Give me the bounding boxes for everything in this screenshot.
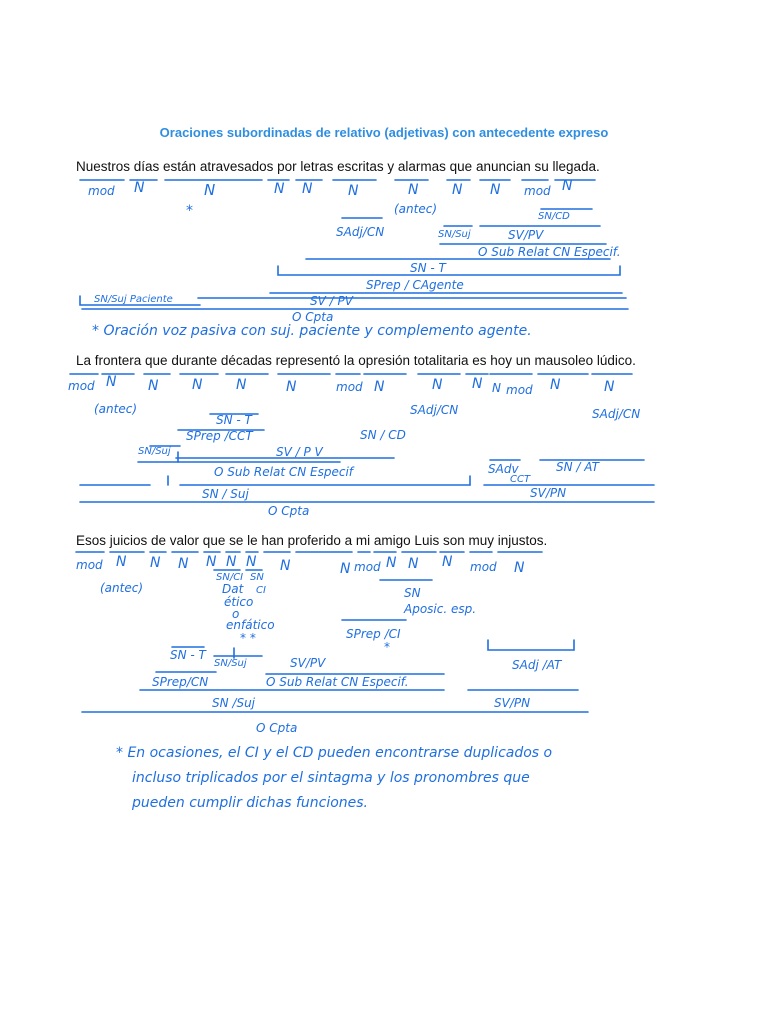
label-n: N (148, 378, 159, 394)
label-sn-suj: SN/Suj (214, 658, 247, 669)
label-n: N (134, 180, 145, 196)
label-mod: mod (88, 184, 115, 198)
note-line-3: pueden cumplir dichas funciones. (132, 795, 369, 811)
label-n: N (178, 556, 189, 572)
label-n: N (408, 182, 419, 198)
label-sn-t: SN - T (170, 648, 206, 662)
label-n: N (348, 183, 359, 199)
label-osub: O Sub Relat CN Especif (214, 465, 354, 479)
label-aposic-esp: Aposic. esp. (404, 602, 477, 616)
label-n: N (236, 377, 247, 393)
label-cct: CCT (510, 474, 531, 485)
label-sprep-cagente: SPrep / CAgente (366, 278, 464, 292)
label-n: N (442, 554, 453, 570)
label-n: N (340, 561, 351, 577)
label-sn: SN (404, 586, 421, 600)
label-antec: (antec) (394, 202, 438, 216)
label-n: N (280, 558, 291, 574)
label-n: N (472, 376, 483, 392)
label-ocpta: O Cpta (268, 504, 310, 518)
label-osub: O Sub Relat CN Especif. (266, 675, 409, 689)
label-n: N (452, 182, 463, 198)
label-n: N (106, 374, 117, 390)
note-line-2: incluso triplicados por el sintagma y los pronombres que (132, 770, 530, 786)
label-n: N (432, 377, 443, 393)
label-sadj-at: SAdj /AT (512, 658, 562, 672)
label-sn-cd: SN / CD (360, 428, 406, 442)
label-n: N (286, 379, 297, 395)
label-n: N (604, 379, 615, 395)
label-n: N (150, 555, 161, 571)
asterisk-mark: * (384, 640, 390, 654)
page-title: Oraciones subordinadas de relativo (adjetivas) con antecedente expreso (159, 125, 609, 140)
label-sadj-cn: SAdj/CN (336, 225, 385, 239)
label-mod: mod (68, 379, 95, 393)
asterisk-marks: * * (240, 631, 256, 645)
label-o: o (232, 607, 240, 621)
label-antec: (antec) (100, 581, 144, 595)
label-n: N (562, 178, 573, 194)
label-etico: ético (224, 595, 254, 609)
sentence-3: Esos juicios de valor que se le han proferido a mi amigo Luis son muy injustos. (76, 533, 548, 548)
label-sv-pn: SV/PN (530, 486, 567, 500)
label-n: N (514, 560, 525, 576)
label-n: N (246, 554, 257, 570)
label-sn-at: SN / AT (556, 460, 599, 474)
sentence-2: La frontera que durante décadas representó la opresión totalitaria es hoy un mausoleo lúdico. (76, 353, 636, 368)
label-sprep-ci: SPrep /CI (346, 627, 401, 641)
label-sn-t: SN - T (216, 413, 252, 427)
label-enfatico: enfático (226, 618, 275, 632)
label-sn-cd: SN/CD (538, 211, 570, 222)
label-osub: O Sub Relat CN Especif. (478, 245, 621, 259)
label-sadj-cn: SAdj/CN (592, 407, 641, 421)
label-sv-pn: SV/PN (494, 696, 531, 710)
label-n: N (226, 554, 237, 570)
label-n: N (206, 554, 217, 570)
label-n: N (374, 379, 385, 395)
label-n: N (302, 181, 313, 197)
label-sv-pv: SV/PV (290, 656, 326, 670)
label-sprep-cct: SPrep /CCT (186, 429, 253, 443)
label-sprep-cn: SPrep/CN (152, 675, 209, 689)
label-sv-pv: SV / PV (310, 294, 353, 308)
label-ocpta: O Cpta (292, 310, 334, 324)
label-n: N (274, 181, 285, 197)
label-n: N (550, 377, 561, 393)
note-line-1: * En ocasiones, el CI y el CD pueden encontrarse duplicados o (116, 745, 553, 761)
label-n: N (204, 181, 216, 199)
label-sn-suj: SN / Suj (202, 487, 249, 501)
label-ci: CI (256, 585, 266, 596)
label-sn-suj: SN /Suj (212, 696, 256, 710)
label-mod: mod (524, 184, 551, 198)
label-sadv: SAdv (488, 462, 519, 476)
label-n: N (116, 554, 127, 570)
label-mod: mod (470, 560, 497, 574)
label-n: N (408, 556, 419, 572)
label-n: N (490, 182, 501, 198)
label-mod: mod (354, 560, 381, 574)
label-n: N (386, 555, 397, 571)
label-ocpta: O Cpta (256, 721, 298, 735)
label-sv-pv: SV/PV (508, 228, 544, 242)
label-sv-pv: SV / P V (276, 445, 323, 459)
sentence-1: Nuestros días están atravesados por letras escritas y alarmas que anuncian su llegada. (76, 159, 600, 174)
label-mod: mod (506, 383, 533, 397)
label-mod: mod (76, 558, 103, 572)
note-pasiva: * Oración voz pasiva con suj. paciente y complemento agente. (92, 323, 532, 339)
label-n: N (192, 377, 203, 393)
label-sn-suj-paciente: SN/Suj Paciente (94, 294, 173, 305)
label-mod: mod (336, 380, 363, 394)
label-sn: SN (250, 572, 264, 583)
label-antec: (antec) (94, 402, 138, 416)
label-sn-suj: SN/Suj (138, 446, 171, 457)
label-n-mod: N (492, 381, 501, 395)
label-dat: Dat (222, 582, 244, 596)
label-sn-t: SN - T (410, 261, 446, 275)
label-sadj-cn: SAdj/CN (410, 403, 459, 417)
label-sn-suj: SN/Suj (438, 229, 471, 240)
label-sn-ci: SN/CI (216, 572, 244, 583)
asterisk-mark: * (186, 203, 193, 219)
